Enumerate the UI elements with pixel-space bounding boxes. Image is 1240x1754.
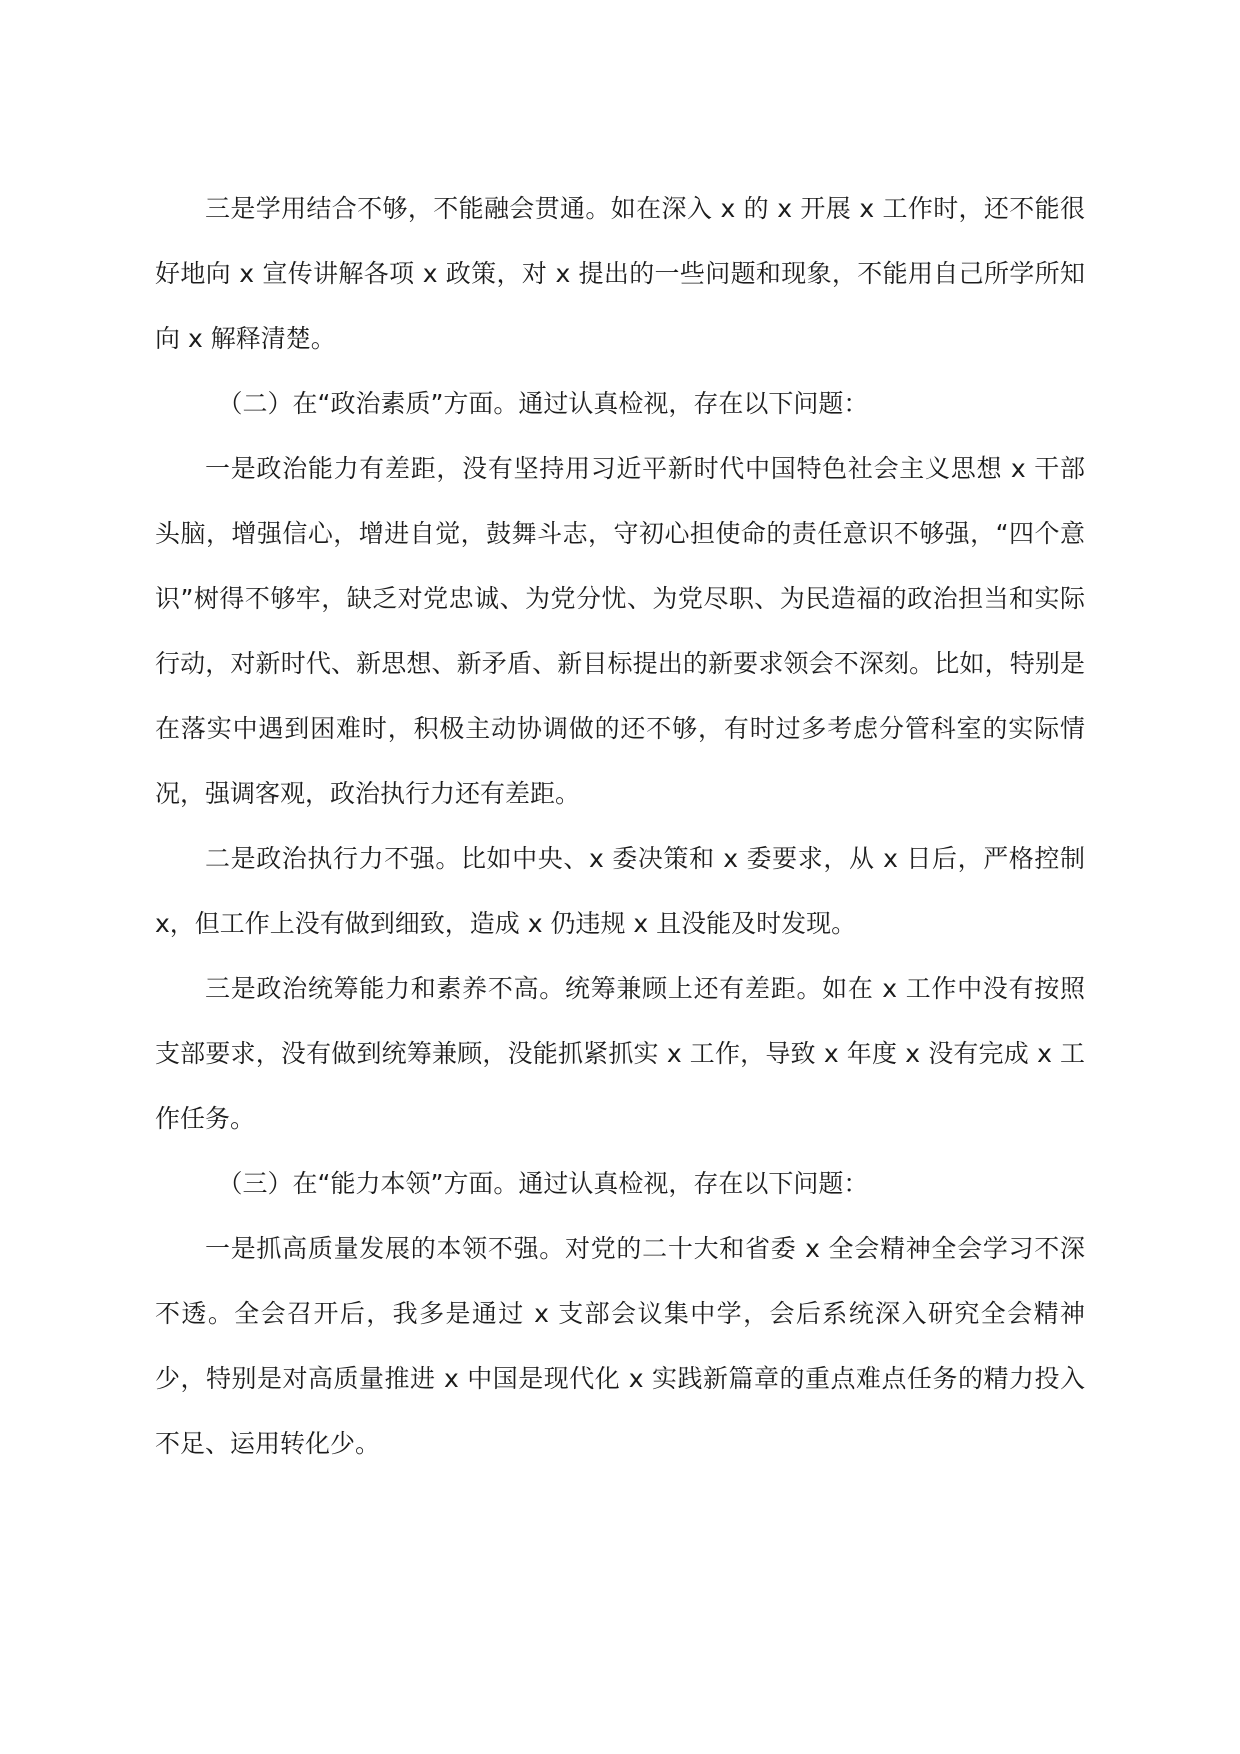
paragraph-political-coordination: 三是政治统筹能力和素养不高。统筹兼顾上还有差距。如在 x 工作中没有按照支部要求，没有做到统筹兼顾，没能抓紧抓实 x 工作，导致 x 年度 x 没有完成 x 工作任务。 [155,974,1085,1133]
section-heading-ability-skills: （三）在“能力本领”方面。通过认真检视，存在以下问题： [217,1169,869,1198]
paragraph-high-quality-development: 一是抓高质量发展的本领不强。对党的二十大和省委 x 全会精神全会学习不深不透。全会召开后，我多是通过 x 支部会议集中学，会后系统深入研究全会精神少，特别是对高质量推进 x 中国是现代化 x 实践新篇章的重点难点任务的精力投入不足、运用转化少。 [155,1234,1085,1458]
section-heading-political-quality: （二）在“政治素质”方面。通过认真检视，存在以下问题： [217,389,869,418]
paragraph-study-application: 三是学用结合不够，不能融会贯通。如在深入 x 的 x 开展 x 工作时，还不能很好地向 x 宣传讲解各项 x 政策，对 x 提出的一些问题和现象，不能用自己所学所知向 x 解释清楚。 [155,194,1085,353]
paragraph-political-ability: 一是政治能力有差距，没有坚持用习近平新时代中国特色社会主义思想 x 干部头脑，增强信心，增进自觉，鼓舞斗志，守初心担使命的责任意识不够强，“四个意识”树得不够牢，缺乏对党忠诚、为党分忧、为党尽职、为民造福的政治担当和实际行动，对新时代、新思想、新矛盾、新目标提出的新要求领会不深刻。比如，特别是在落实中遇到困难时，积极主动协调做的还不够，有时过多考虑分管科室的实际情况，强调客观，政治执行力还有差距。 [155,454,1085,808]
document-body [155,176,1085,1476]
paragraph-political-execution: 二是政治执行力不强。比如中央、x 委决策和 x 委要求，从 x 日后，严格控制 x，但工作上没有做到细致，造成 x 仍违规 x 且没能及时发现。 [155,844,1085,938]
